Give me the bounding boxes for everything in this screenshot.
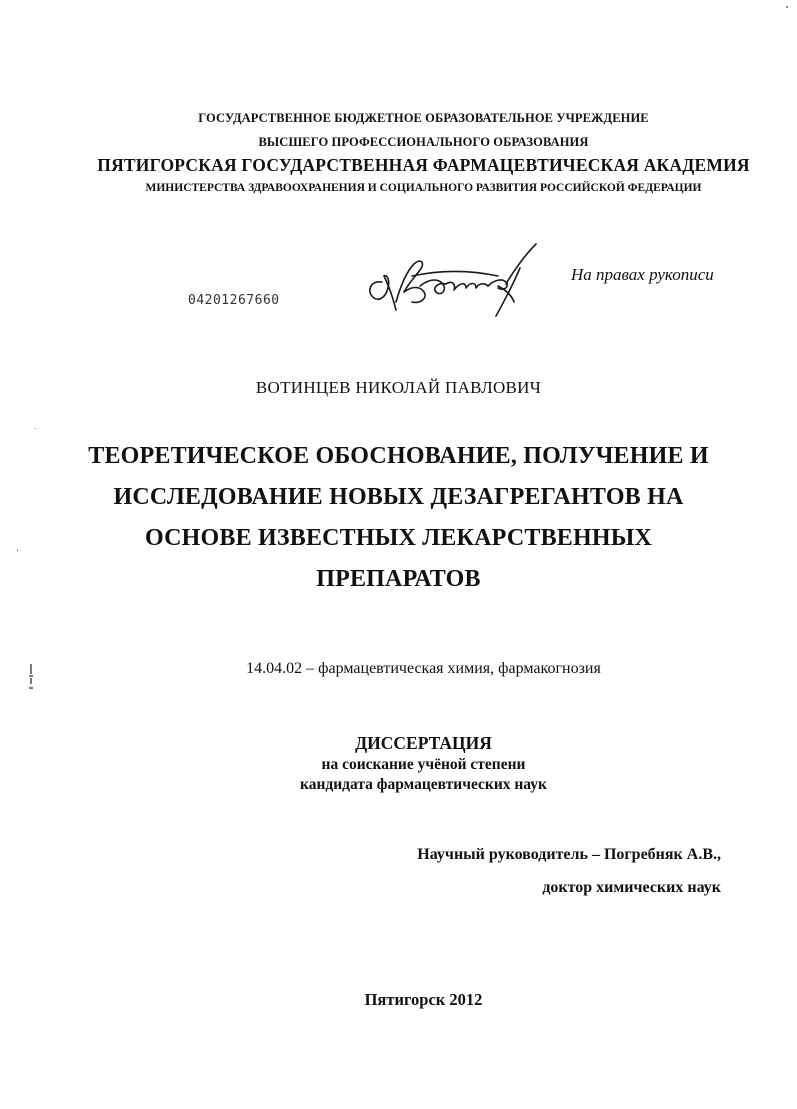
city-year: Пятигорск 2012 bbox=[364, 990, 483, 1009]
author-signature bbox=[360, 240, 550, 325]
specialty-code: 14.04.02 – фармацевтическая химия, фармакогнозия bbox=[246, 660, 601, 677]
institution-name: ПЯТИГОРСКАЯ ГОСУДАРСТВЕННАЯ ФАРМАЦЕВТИЧЕСКАЯ АКАДЕМИЯ bbox=[97, 155, 750, 175]
thesis-title-line: ОСНОВЕ ИЗВЕСТНЫХ ЛЕКАРСТВЕННЫХ bbox=[144, 525, 653, 551]
thesis-title-line: ПРЕПАРАТОВ bbox=[316, 566, 481, 592]
degree-line-1: на соискание учёной степени bbox=[321, 756, 526, 773]
degree-line-2: кандидата фармацевтических наук bbox=[300, 776, 547, 793]
supervisor-degree: доктор химических наук bbox=[542, 879, 721, 896]
scan-speck bbox=[17, 549, 18, 551]
margin-mark-icon bbox=[28, 662, 34, 692]
scan-speck bbox=[35, 428, 36, 429]
registration-code: 04201267660 bbox=[188, 293, 280, 308]
scan-speck bbox=[786, 6, 788, 8]
thesis-title-line: ТЕОРЕТИЧЕСКОЕ ОБОСНОВАНИЕ, ПОЛУЧЕНИЕ И bbox=[88, 443, 709, 469]
document-type: ДИССЕРТАЦИЯ bbox=[355, 733, 492, 753]
author-name: ВОТИНЦЕВ НИКОЛАЙ ПАВЛОВИЧ bbox=[255, 378, 542, 397]
thesis-title bbox=[0, 436, 797, 600]
manuscript-rights-note: На правах рукописи bbox=[571, 265, 714, 284]
institution-line-2: ВЫСШЕГО ПРОФЕССИОНАЛЬНОГО ОБРАЗОВАНИЯ bbox=[258, 135, 589, 149]
supervisor: Научный руководитель – Погребняк А.В., bbox=[417, 846, 721, 863]
institution-line-1: ГОСУДАРСТВЕННОЕ БЮДЖЕТНОЕ ОБРАЗОВАТЕЛЬНОЕ УЧРЕЖДЕНИЕ bbox=[198, 111, 649, 125]
thesis-title-line: ИССЛЕДОВАНИЕ НОВЫХ ДЕЗАГРЕГАНТОВ НА bbox=[113, 484, 684, 510]
ministry-line: МИНИСТЕРСТВА ЗДРАВООХРАНЕНИЯ И СОЦИАЛЬНОГО РАЗВИТИЯ РОССИЙСКОЙ ФЕДЕРАЦИИ bbox=[145, 182, 702, 194]
